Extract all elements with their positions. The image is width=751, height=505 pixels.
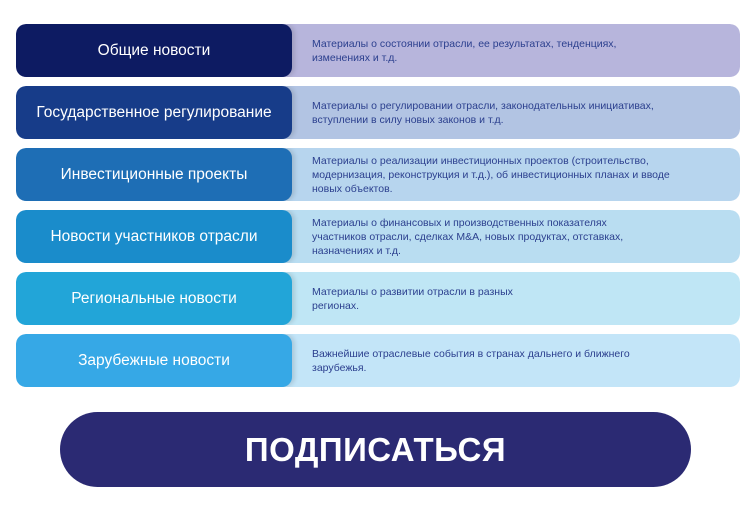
category-description bbox=[292, 24, 740, 77]
news-categories-list bbox=[16, 24, 740, 396]
category-description bbox=[292, 272, 740, 325]
category-row-investment-projects bbox=[16, 148, 740, 201]
category-description-text: Материалы о регулировании отрасли, законодательных инициативах, вступлении в силу новых законов и т.д. bbox=[312, 99, 654, 126]
category-description bbox=[292, 86, 740, 139]
category-label: Инвестиционные проекты bbox=[16, 148, 292, 201]
category-label: Государственное регулирование bbox=[16, 86, 292, 139]
category-description-text: Важнейшие отраслевые события в странах дальнего и ближнего зарубежья. bbox=[312, 347, 630, 374]
category-row-foreign-news bbox=[16, 334, 740, 387]
category-description bbox=[292, 148, 740, 201]
category-description-text: Материалы о состоянии отрасли, ее результатах, тенденциях, изменениях и т.д. bbox=[312, 37, 617, 64]
category-description bbox=[292, 210, 740, 263]
category-label: Общие новости bbox=[16, 24, 292, 77]
category-description-text: Материалы о развитии отрасли в разных регионах. bbox=[312, 285, 513, 312]
category-row-industry-participants bbox=[16, 210, 740, 263]
category-row-regional-news bbox=[16, 272, 740, 325]
category-row-state-regulation bbox=[16, 86, 740, 139]
category-row-general-news bbox=[16, 24, 740, 77]
category-label: Региональные новости bbox=[16, 272, 292, 325]
subscribe-button[interactable]: ПОДПИСАТЬСЯ bbox=[60, 412, 691, 487]
category-label: Новости участников отрасли bbox=[16, 210, 292, 263]
category-label: Зарубежные новости bbox=[16, 334, 292, 387]
category-description-text: Материалы о финансовых и производственных показателях участников отрасли, сделках M&A, новых продуктах, отставках, назначениях и т.д. bbox=[312, 216, 624, 257]
category-description-text: Материалы о реализации инвестиционных проектов (строительство, модернизация, реконструкция и т.д.), об инвестиционных планах и вводе новых объектов. bbox=[312, 154, 670, 195]
category-description bbox=[292, 334, 740, 387]
